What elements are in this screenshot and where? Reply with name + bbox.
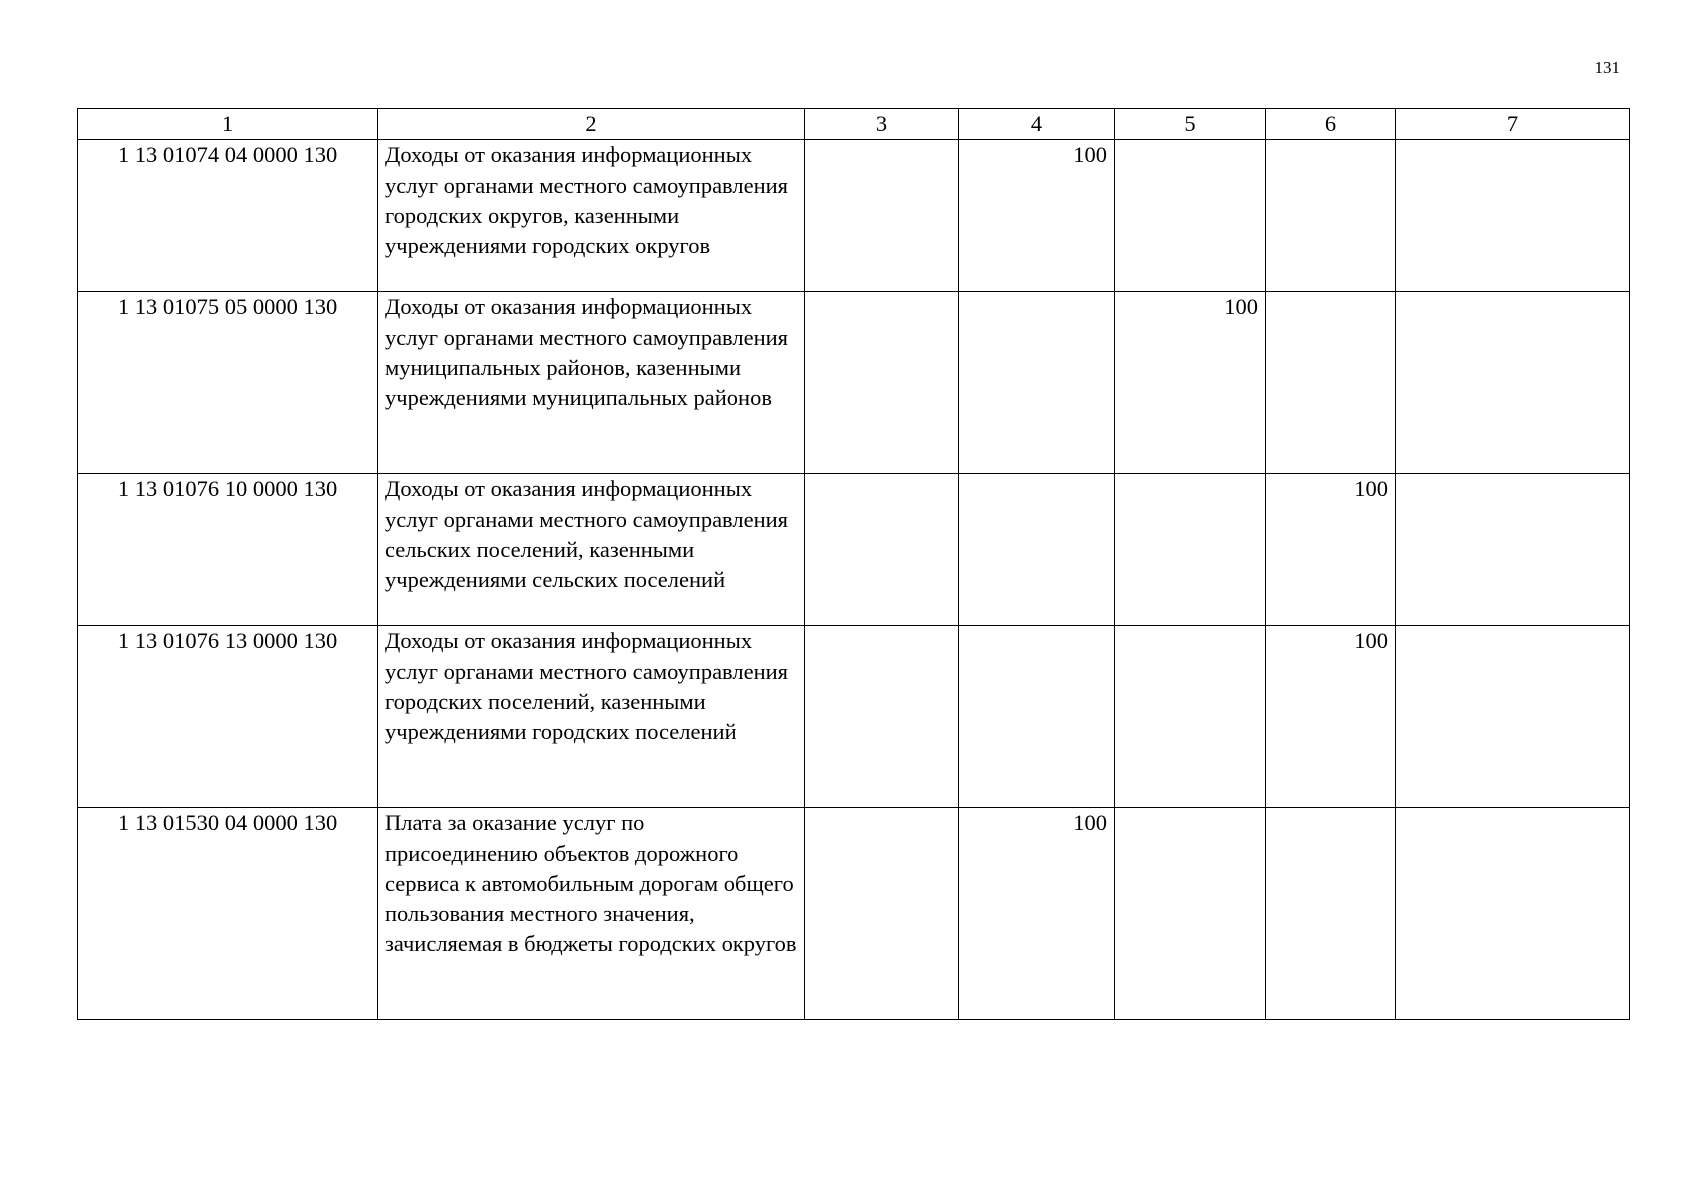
column-header-7: 7 [1396, 109, 1630, 140]
value-cell-col3 [805, 474, 959, 626]
header-row [78, 109, 1630, 140]
value-cell-col6 [1266, 292, 1396, 474]
value-cell-col5: 100 [1115, 292, 1266, 474]
table-row [78, 292, 1630, 474]
value-cell-col4 [959, 292, 1115, 474]
value-cell-col5 [1115, 626, 1266, 808]
value-cell-col5 [1115, 140, 1266, 292]
column-header-4: 4 [959, 109, 1115, 140]
value-cell-col7 [1396, 474, 1630, 626]
value-cell-col6: 100 [1266, 626, 1396, 808]
value-cell-col3 [805, 808, 959, 1020]
value-cell-col7 [1396, 140, 1630, 292]
column-header-2: 2 [378, 109, 805, 140]
budget-table [77, 108, 1630, 1020]
value-cell-col3 [805, 140, 959, 292]
income-name-cell: Доходы от оказания информационных услуг органами местного самоуправления муниципальных районов, казенными учреждениями муниципальных районов [378, 292, 805, 474]
income-name-cell: Доходы от оказания информационных услуг органами местного самоуправления сельских поселений, казенными учреждениями сельских поселений [378, 474, 805, 626]
value-cell-col4 [959, 474, 1115, 626]
value-cell-col4: 100 [959, 140, 1115, 292]
table-row [78, 140, 1630, 292]
table-row [78, 474, 1630, 626]
income-code-cell: 1 13 01076 10 0000 130 [78, 474, 378, 626]
value-cell-col6 [1266, 140, 1396, 292]
page-number: 131 [1594, 58, 1620, 77]
income-code-cell: 1 13 01075 05 0000 130 [78, 292, 378, 474]
income-name-cell: Доходы от оказания информационных услуг органами местного самоуправления городских округов, казенными учреждениями городских округов [378, 140, 805, 292]
table-row [78, 626, 1630, 808]
value-cell-col3 [805, 626, 959, 808]
column-header-6: 6 [1266, 109, 1396, 140]
income-code-cell: 1 13 01076 13 0000 130 [78, 626, 378, 808]
income-name-cell: Плата за оказание услуг по присоединению объектов дорожного сервиса к автомобильным дорогам общего пользования местного значения, зачисляемая в бюджеты городских округов [378, 808, 805, 1020]
value-cell-col7 [1396, 292, 1630, 474]
value-cell-col5 [1115, 474, 1266, 626]
value-cell-col3 [805, 292, 959, 474]
income-code-cell: 1 13 01074 04 0000 130 [78, 140, 378, 292]
column-header-3: 3 [805, 109, 959, 140]
income-code-cell: 1 13 01530 04 0000 130 [78, 808, 378, 1020]
value-cell-col6 [1266, 808, 1396, 1020]
value-cell-col6: 100 [1266, 474, 1396, 626]
value-cell-col7 [1396, 626, 1630, 808]
value-cell-col7 [1396, 808, 1630, 1020]
value-cell-col4 [959, 626, 1115, 808]
column-header-1: 1 [78, 109, 378, 140]
value-cell-col4: 100 [959, 808, 1115, 1020]
income-name-cell: Доходы от оказания информационных услуг органами местного самоуправления городских поселений, казенными учреждениями городских поселений [378, 626, 805, 808]
column-header-5: 5 [1115, 109, 1266, 140]
table-row [78, 808, 1630, 1020]
value-cell-col5 [1115, 808, 1266, 1020]
